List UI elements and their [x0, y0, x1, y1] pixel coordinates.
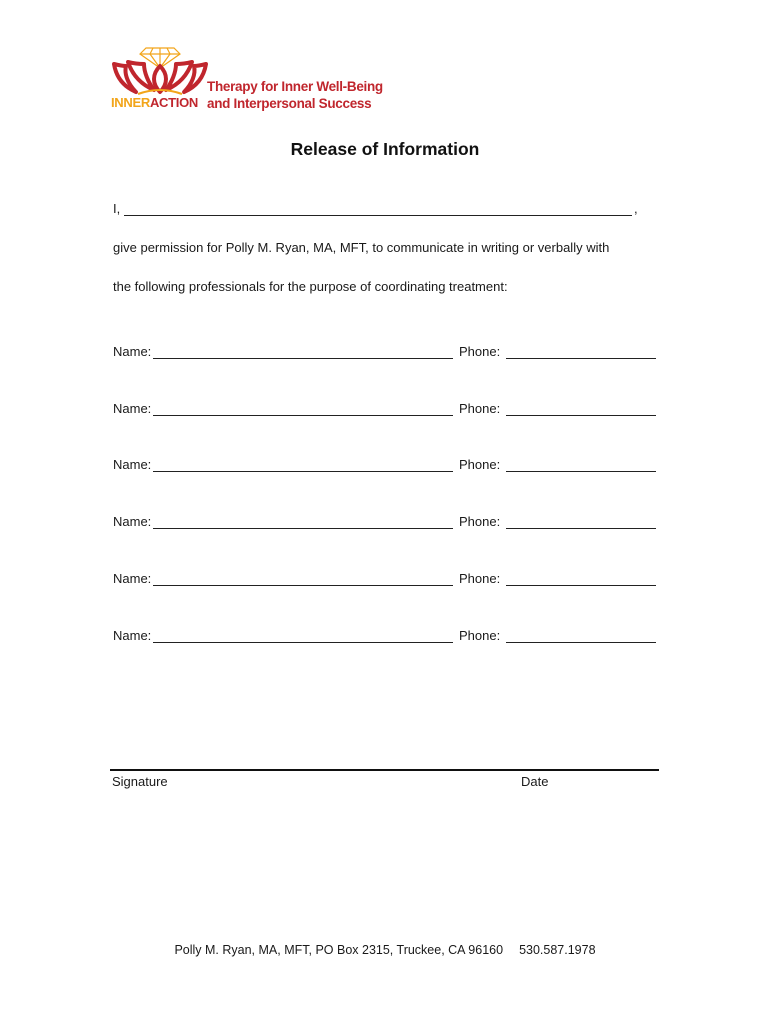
signature-label: Signature — [112, 774, 168, 789]
name-label: Name: — [113, 457, 152, 472]
phone-field[interactable] — [506, 528, 656, 529]
phone-field[interactable] — [506, 585, 656, 586]
intro-purpose-text: the following professionals for the purpose of coordinating treatment: — [113, 279, 508, 294]
tagline-line-2: and Interpersonal Success — [207, 96, 372, 111]
phone-field[interactable] — [506, 358, 656, 359]
phone-label: Phone: — [459, 457, 501, 472]
brand-action: ACTION — [149, 95, 198, 110]
name-label: Name: — [113, 628, 152, 643]
intro-permission-text: give permission for Polly M. Ryan, MA, MFT, to communicate in writing or verbally with — [113, 240, 610, 255]
phone-label: Phone: — [459, 401, 501, 416]
phone-field[interactable] — [506, 642, 656, 643]
name-field[interactable] — [153, 415, 453, 416]
phone-label: Phone: — [459, 344, 501, 359]
phone-label: Phone: — [459, 514, 501, 529]
brand-wordmark — [111, 95, 198, 110]
date-label: Date — [521, 774, 549, 789]
tagline — [207, 78, 383, 112]
brand-inner: INNER — [111, 95, 150, 110]
footer-phone: 530.587.1978 — [519, 943, 596, 957]
lotus-icon — [110, 44, 210, 100]
phone-label: Phone: — [459, 628, 501, 643]
name-label: Name: — [113, 401, 152, 416]
name-label: Name: — [113, 571, 152, 586]
tagline-line-1: Therapy for Inner Well-Being — [207, 79, 383, 94]
phone-field[interactable] — [506, 415, 656, 416]
name-field[interactable] — [153, 528, 453, 529]
name-label: Name: — [113, 344, 152, 359]
name-field[interactable] — [153, 585, 453, 586]
name-field[interactable] — [153, 642, 453, 643]
footer-address: Polly M. Ryan, MA, MFT, PO Box 2315, Truckee, CA 96160 — [174, 943, 504, 957]
intro-suffix: , — [634, 201, 638, 216]
client-name-field[interactable] — [124, 215, 632, 216]
logo — [110, 44, 383, 116]
name-field[interactable] — [153, 471, 453, 472]
page-title: Release of Information — [290, 139, 480, 159]
phone-label: Phone: — [459, 571, 501, 586]
footer — [0, 943, 770, 957]
intro-prefix: I, — [113, 201, 121, 216]
name-field[interactable] — [153, 358, 453, 359]
phone-field[interactable] — [506, 471, 656, 472]
signature-line[interactable] — [110, 769, 659, 771]
name-label: Name: — [113, 514, 152, 529]
